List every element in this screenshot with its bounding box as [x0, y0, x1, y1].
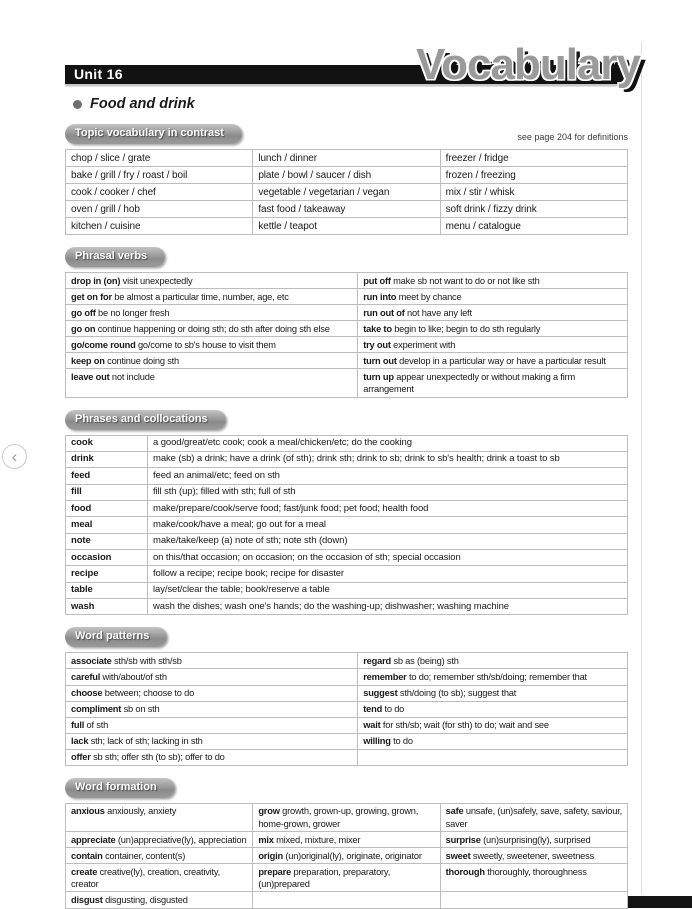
word-formation-root: mix [258, 834, 274, 845]
phrasal-verb-definition: develop in a particular way or have a particular result [399, 355, 606, 366]
phrasal-verb-term: turn out [363, 355, 397, 366]
collocations-cell: feed an animal/etc; feed on sth [148, 468, 628, 484]
section-header-phrases-collocations [65, 410, 628, 430]
word-pattern-usage: sth/sb with sth/sb [113, 655, 182, 666]
topic-heading [73, 96, 628, 112]
chevron-left-icon: ‹ [11, 446, 18, 466]
word-pattern-term: choose [71, 688, 103, 699]
table-row [66, 289, 628, 305]
vocab-cell: kitchen / cuisine [66, 218, 253, 235]
word-formation-root: anxious [71, 806, 105, 817]
headword-cell: meal [66, 517, 148, 533]
phrasal-verb-definition: make sb not want to do or not like sth [393, 275, 540, 286]
word-formation-entry [253, 803, 440, 831]
unit-title: Unit 16 [74, 66, 123, 82]
word-pattern-usage: of sth [86, 720, 109, 731]
word-pattern-usage: to do; remember sth/sb/doing; remember that [408, 671, 587, 682]
headword-cell: drink [66, 451, 148, 467]
phrasal-verb-term: run into [363, 291, 397, 302]
phrasal-verb-definition: begin to like; begin to do sth regularly [394, 323, 541, 334]
phrasal-verb-entry [66, 305, 358, 321]
headword-cell: recipe [66, 566, 148, 582]
table-row [66, 717, 628, 733]
word-formation-derivatives: anxiously, anxiety [107, 806, 177, 817]
word-formation-badge: Word formation [65, 778, 175, 798]
word-formation-derivatives: preparation, preparatory, (un)prepared [258, 866, 391, 889]
phrasal-verb-term: turn up [363, 371, 394, 382]
word-formation-entry [253, 848, 440, 864]
collocations-cell: on this/that occasion; on occasion; on the occasion of sth; special occasion [148, 550, 628, 566]
table-row [66, 599, 628, 615]
phrasal-verb-entry [66, 353, 358, 369]
table-row [66, 848, 628, 864]
vocab-cell: kettle / teapot [253, 218, 440, 235]
word-pattern-entry [66, 653, 358, 669]
table-row [66, 484, 628, 500]
word-pattern-usage: sb sth; offer sth (to sb); offer to do [93, 752, 225, 763]
word-formation-table [65, 803, 628, 909]
phrasal-verb-term: leave out [71, 371, 110, 382]
word-formation-derivatives: (un)appreciative(ly), appreciation [117, 834, 247, 845]
word-formation-entry [66, 892, 253, 908]
table-row [66, 864, 628, 892]
word-patterns-table [65, 652, 628, 766]
word-formation-entry [66, 864, 253, 892]
table-row [66, 218, 628, 235]
phrasal-verb-definition: continue happening or doing sth; do sth after doing sth else [97, 323, 330, 334]
word-formation-derivatives: growth, grown-up, growing, grown, home-grown, grower [258, 806, 419, 829]
phrasal-verb-term: take to [363, 323, 392, 334]
table-row [66, 550, 628, 566]
word-pattern-usage: between; choose to do [104, 688, 195, 699]
phrasal-verb-entry [358, 353, 628, 369]
collocations-cell: make/prepare/cook/serve food; fast/junk food; pet food; health food [148, 501, 628, 517]
phrasal-verb-definition: not include [111, 371, 155, 382]
page-header [65, 40, 640, 89]
vocab-cell: chop / slice / grate [66, 150, 253, 167]
word-formation-entry [440, 832, 627, 848]
word-pattern-entry [358, 685, 628, 701]
table-row [66, 321, 628, 337]
phrasal-verb-term: drop in (on) [71, 275, 121, 286]
table-row [66, 184, 628, 201]
word-formation-entry [66, 803, 253, 831]
word-formation-derivatives: (un)surprising(ly), surprised [483, 834, 591, 845]
table-row [66, 201, 628, 218]
word-pattern-entry [66, 669, 358, 685]
phrasal-verb-entry [66, 273, 358, 289]
prev-page-button[interactable] [2, 444, 27, 469]
vocab-cell: freezer / fridge [440, 150, 627, 167]
table-row [66, 832, 628, 848]
word-pattern-entry [66, 717, 358, 733]
word-pattern-entry [358, 653, 628, 669]
table-row [66, 167, 628, 184]
section-header-topic-vocab [65, 124, 628, 144]
section-header-word-formation [65, 778, 628, 798]
headword-cell: table [66, 582, 148, 598]
word-pattern-term: compliment [71, 704, 122, 715]
word-patterns-badge: Word patterns [65, 627, 167, 647]
word-pattern-usage: sb on sth [123, 704, 160, 715]
table-row [66, 669, 628, 685]
word-formation-derivatives: creative(ly), creation, creativity, creator [71, 866, 221, 889]
table-row [66, 749, 628, 765]
phrasal-verb-definition: meet by chance [398, 291, 462, 302]
phrasal-verb-entry [358, 289, 628, 305]
collocations-cell: a good/great/etc cook; cook a meal/chicken/etc; do the cooking [148, 435, 628, 451]
word-pattern-entry [358, 749, 628, 765]
bullet-icon [73, 100, 82, 109]
table-row [66, 353, 628, 369]
vocab-cell: soft drink / fizzy drink [440, 201, 627, 218]
phrasal-verbs-table [65, 272, 628, 398]
word-formation-root: appreciate [71, 834, 116, 845]
word-formation-root: origin [258, 850, 283, 861]
word-formation-derivatives: (un)original(ly), originate, originator [285, 850, 422, 861]
word-formation-root: safe [445, 806, 464, 817]
vocab-cell: lunch / dinner [253, 150, 440, 167]
phrasal-verb-entry [358, 369, 628, 397]
word-formation-entry [440, 864, 627, 892]
word-formation-root: disgust [71, 894, 103, 905]
phrasal-verb-entry [66, 337, 358, 353]
word-pattern-term: careful [71, 671, 101, 682]
vocab-cell: mix / stir / whisk [440, 184, 627, 201]
word-pattern-entry [66, 749, 358, 765]
table-row [66, 451, 628, 467]
phrasal-verb-definition: be almost a particular time, number, age, etc [114, 291, 289, 302]
word-formation-derivatives: thoroughly, thoroughness [487, 866, 587, 877]
vocab-cell: menu / catalogue [440, 218, 627, 235]
table-row [66, 533, 628, 549]
word-formation-entry [253, 864, 440, 892]
topic-vocab-badge: Topic vocabulary in contrast [65, 124, 242, 144]
word-formation-entry [253, 892, 440, 908]
phrasal-verb-term: go on [71, 323, 96, 334]
table-row [66, 701, 628, 717]
phrasal-verb-term: go/come round [71, 339, 136, 350]
word-pattern-entry [358, 733, 628, 749]
phrasal-verb-definition: be no longer fresh [98, 307, 170, 318]
word-formation-root: thorough [445, 866, 485, 877]
phrasal-verb-definition: go/come to sb's house to visit them [137, 339, 276, 350]
bottom-right-corner-mark [627, 896, 692, 908]
word-formation-root: surprise [445, 834, 481, 845]
word-pattern-usage: sth; lack of sth; lacking in sth [90, 736, 203, 747]
word-formation-root: create [71, 866, 98, 877]
word-formation-root: contain [71, 850, 103, 861]
word-pattern-usage: sb as (being) sth [393, 655, 459, 666]
vocab-cell: vegetable / vegetarian / vegan [253, 184, 440, 201]
phrasal-verb-entry [358, 321, 628, 337]
collocations-cell: make/cook/have a meal; go out for a meal [148, 517, 628, 533]
phrasal-verb-entry [358, 273, 628, 289]
word-formation-entry [253, 832, 440, 848]
word-pattern-term: wait [363, 720, 381, 731]
table-row [66, 337, 628, 353]
phrasal-verb-term: run out of [363, 307, 405, 318]
word-pattern-usage: for sth/sb; wait (for sth) to do; wait and see [382, 720, 549, 731]
word-formation-entry [66, 832, 253, 848]
headword-cell: food [66, 501, 148, 517]
collocations-cell: fill sth (up); filled with sth; full of sth [148, 484, 628, 500]
collocations-cell: follow a recipe; recipe book; recipe for disaster [148, 566, 628, 582]
word-formation-root: prepare [258, 866, 292, 877]
table-row [66, 733, 628, 749]
phrasal-verb-definition: continue doing sth [107, 355, 179, 366]
book-page [65, 40, 640, 909]
table-row [66, 803, 628, 831]
page-edge-line [641, 42, 642, 894]
word-pattern-usage: to do [384, 704, 405, 715]
word-pattern-usage: to do [393, 736, 413, 747]
phrases-collocations-table [65, 435, 628, 616]
vocab-cell: bake / grill / fry / roast / boil [66, 167, 253, 184]
word-pattern-entry [66, 701, 358, 717]
table-row [66, 305, 628, 321]
headword-cell: fill [66, 484, 148, 500]
vocab-cell: fast food / takeaway [253, 201, 440, 218]
word-pattern-usage: with/about/of sth [102, 671, 167, 682]
definitions-note: see page 204 for definitions [517, 132, 628, 142]
phrasal-verb-definition: not have any left [407, 307, 472, 318]
collocations-cell: lay/set/clear the table; book/reserve a table [148, 582, 628, 598]
table-row [66, 685, 628, 701]
word-formation-derivatives: disgusting, disgusted [105, 894, 188, 905]
phrasal-verb-term: get on for [71, 291, 112, 302]
phrasal-verbs-badge: Phrasal verbs [65, 247, 165, 267]
word-pattern-entry [66, 733, 358, 749]
table-row [66, 468, 628, 484]
headword-cell: cook [66, 435, 148, 451]
word-formation-derivatives: mixed, mixture, mixer [276, 834, 361, 845]
word-pattern-term: associate [71, 655, 112, 666]
vocab-cell: frozen / freezing [440, 167, 627, 184]
topic-title: Food and drink [90, 96, 195, 112]
phrasal-verb-entry [66, 289, 358, 305]
table-row [66, 369, 628, 397]
word-pattern-term: lack [71, 736, 89, 747]
collocations-cell: make/take/keep (a) note of sth; note sth (down) [148, 533, 628, 549]
word-formation-entry [440, 892, 627, 908]
collocations-cell: make (sb) a drink; have a drink (of sth); drink sth; drink to sb; drink to sb's health; drink a toast to sb [148, 451, 628, 467]
section-header-word-patterns [65, 627, 628, 647]
phrasal-verb-term: keep on [71, 355, 105, 366]
word-pattern-entry [66, 685, 358, 701]
phrases-collocations-badge: Phrases and collocations [65, 410, 226, 430]
phrasal-verb-entry [66, 321, 358, 337]
collocations-cell: wash the dishes; wash one's hands; do the washing-up; dishwasher; washing machine [148, 599, 628, 615]
word-formation-entry [440, 803, 627, 831]
phrasal-verb-entry [358, 337, 628, 353]
vocab-cell: cook / cooker / chef [66, 184, 253, 201]
word-pattern-term: tend [363, 704, 383, 715]
table-row [66, 501, 628, 517]
word-pattern-term: offer [71, 752, 91, 763]
word-pattern-term: full [71, 720, 85, 731]
headword-cell: wash [66, 599, 148, 615]
section-header-phrasal-verbs [65, 247, 628, 267]
word-pattern-term: willing [363, 736, 391, 747]
headword-cell: occasion [66, 550, 148, 566]
word-pattern-term: regard [363, 655, 391, 666]
word-pattern-entry [358, 701, 628, 717]
word-pattern-term: remember [363, 671, 407, 682]
phrasal-verb-term: go off [71, 307, 96, 318]
word-pattern-term: suggest [363, 688, 398, 699]
phrasal-verb-entry [66, 369, 358, 397]
word-pattern-entry [358, 717, 628, 733]
word-formation-derivatives: container, content(s) [105, 850, 186, 861]
word-formation-root: sweet [445, 850, 471, 861]
table-row [66, 517, 628, 533]
phrasal-verb-term: put off [363, 275, 391, 286]
word-formation-derivatives: sweetly, sweetener, sweetness [472, 850, 595, 861]
phrasal-verb-definition: visit unexpectedly [122, 275, 193, 286]
phrasal-verb-term: try out [363, 339, 391, 350]
table-row [66, 435, 628, 451]
headword-cell: feed [66, 468, 148, 484]
table-row [66, 566, 628, 582]
table-row [66, 150, 628, 167]
word-pattern-entry [358, 669, 628, 685]
table-row [66, 653, 628, 669]
vocab-cell: oven / grill / hob [66, 201, 253, 218]
headword-cell: note [66, 533, 148, 549]
banner-title: Vocabulary [416, 40, 640, 89]
word-formation-entry [440, 848, 627, 864]
phrasal-verb-entry [358, 305, 628, 321]
word-formation-root: grow [258, 806, 280, 817]
table-row [66, 892, 628, 908]
word-formation-derivatives: unsafe, (un)safely, save, safety, saviour, saver [445, 806, 622, 829]
vocab-cell: plate / bowl / saucer / dish [253, 167, 440, 184]
word-pattern-usage: sth/doing (to sb); suggest that [399, 688, 517, 699]
table-row [66, 582, 628, 598]
topic-vocab-table [65, 149, 628, 235]
phrasal-verb-definition: experiment with [393, 339, 456, 350]
table-row [66, 273, 628, 289]
word-formation-entry [66, 848, 253, 864]
phrasal-verb-definition: appear unexpectedly or without making a firm arrangement [363, 371, 576, 395]
